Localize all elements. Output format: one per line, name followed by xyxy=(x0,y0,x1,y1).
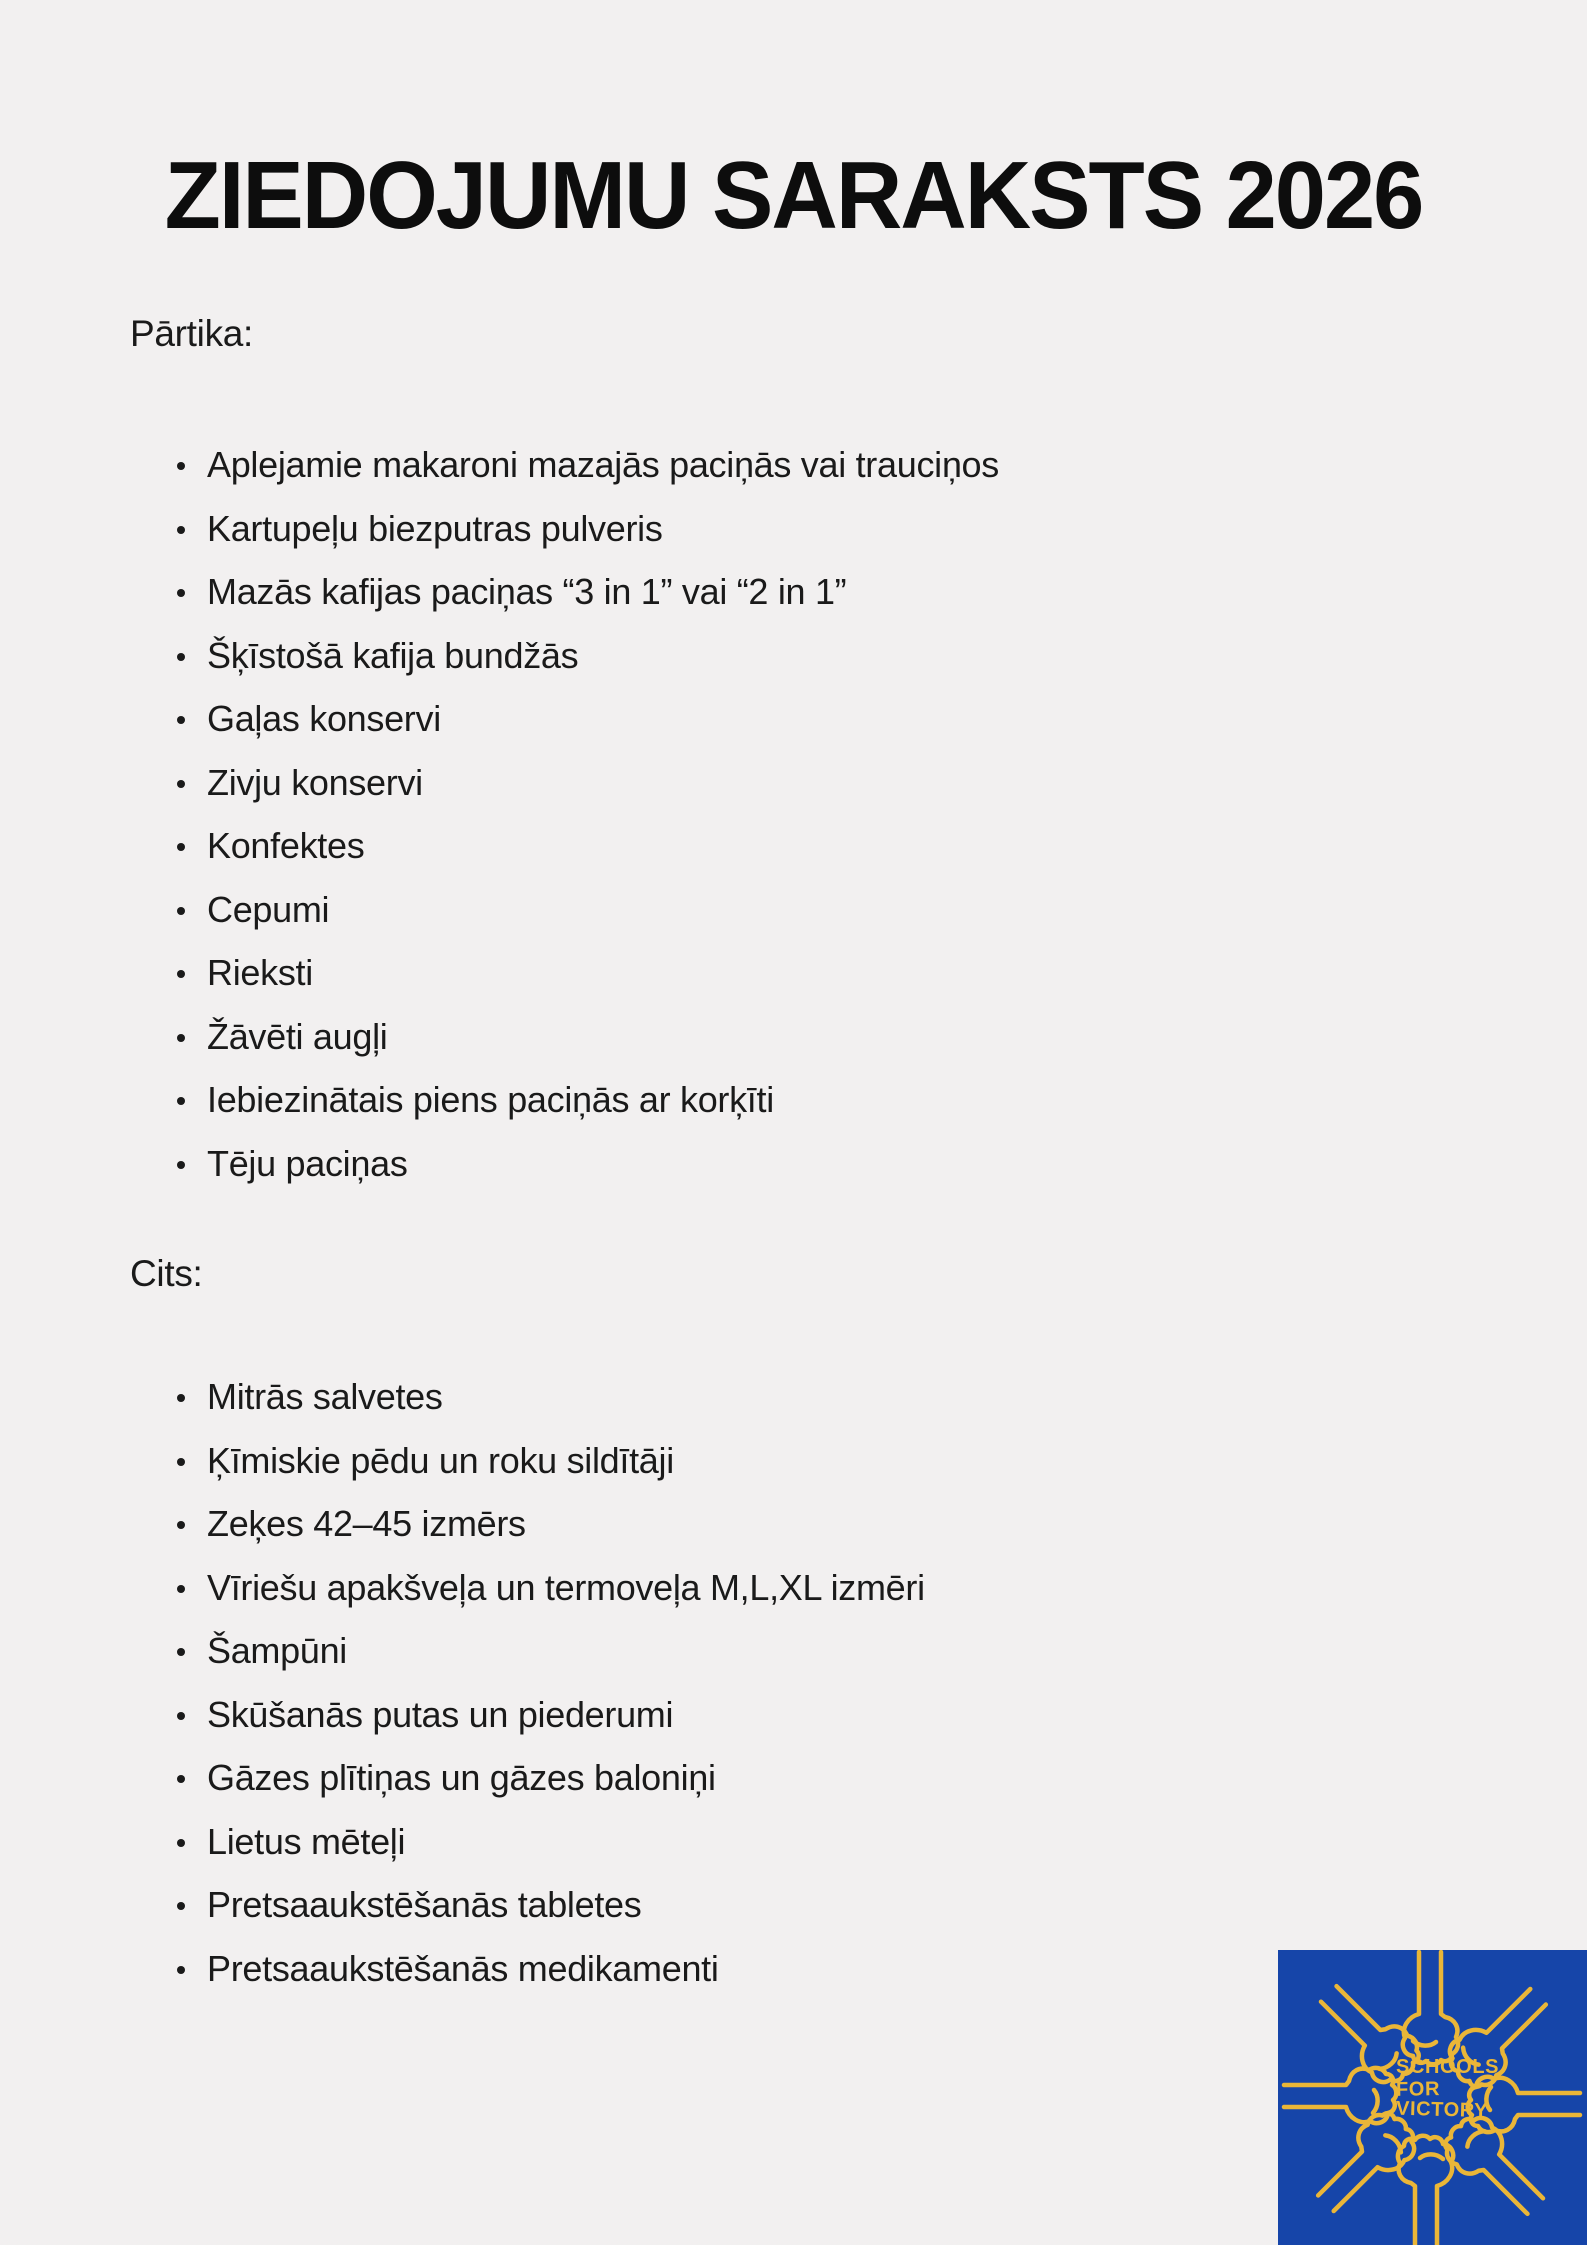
list-item: Tēju paciņas xyxy=(130,1132,1587,1196)
other-list xyxy=(130,1365,1587,2000)
section-heading-food: Pārtika: xyxy=(130,313,254,354)
section-heading-other: Cits: xyxy=(130,1253,203,1294)
list-item: Pretsaaukstēšanās medikamenti xyxy=(130,1937,1587,2001)
list-item: Vīriešu apakšveļa un termoveļa M,L,XL izmēri xyxy=(130,1556,1587,1620)
list-item: Konfektes xyxy=(130,814,1587,878)
section-food xyxy=(0,312,1587,1195)
list-item: Aplejamie makaroni mazajās paciņās vai trauciņos xyxy=(130,433,1587,497)
list-item: Lietus mēteļi xyxy=(130,1810,1587,1874)
logo-text xyxy=(1396,2057,1499,2122)
list-item: Gāzes plītiņas un gāzes baloniņi xyxy=(130,1746,1587,1810)
list-item: Žāvēti augļi xyxy=(130,1005,1587,1069)
list-item: Cepumi xyxy=(130,878,1587,942)
food-list xyxy=(130,433,1587,1195)
list-item: Kartupeļu biezputras pulveris xyxy=(130,497,1587,561)
list-item: Iebiezinātais piens paciņās ar korķīti xyxy=(130,1068,1587,1132)
logo-text-line: VICTORY xyxy=(1395,2097,1489,2123)
list-item: Zivju konservi xyxy=(130,751,1587,815)
list-item: Skūšanās putas un piederumi xyxy=(130,1683,1587,1747)
logo-text-line: FOR xyxy=(1395,2077,1441,2101)
page-title: ZIEDOJUMU SARAKSTS 2026 xyxy=(164,142,1423,250)
list-item: Gaļas konservi xyxy=(130,687,1587,751)
list-item: Rieksti xyxy=(130,941,1587,1005)
list-item: Šķīstošā kafija bundžās xyxy=(130,624,1587,688)
list-item: Pretsaaukstēšanās tabletes xyxy=(130,1873,1587,1937)
logo-text-line: SCHOOLS xyxy=(1396,2056,1500,2078)
list-item: Šampūni xyxy=(130,1619,1587,1683)
list-item: Ķīmiskie pēdu un roku sildītāji xyxy=(130,1429,1587,1493)
list-item: Zeķes 42–45 izmērs xyxy=(130,1492,1587,1556)
list-item: Mitrās salvetes xyxy=(130,1365,1587,1429)
list-item: Mazās kafijas paciņas “3 in 1” vai “2 in 1” xyxy=(130,560,1587,624)
schools-for-victory-logo xyxy=(1278,1950,1587,2245)
section-other xyxy=(0,1252,1587,2000)
